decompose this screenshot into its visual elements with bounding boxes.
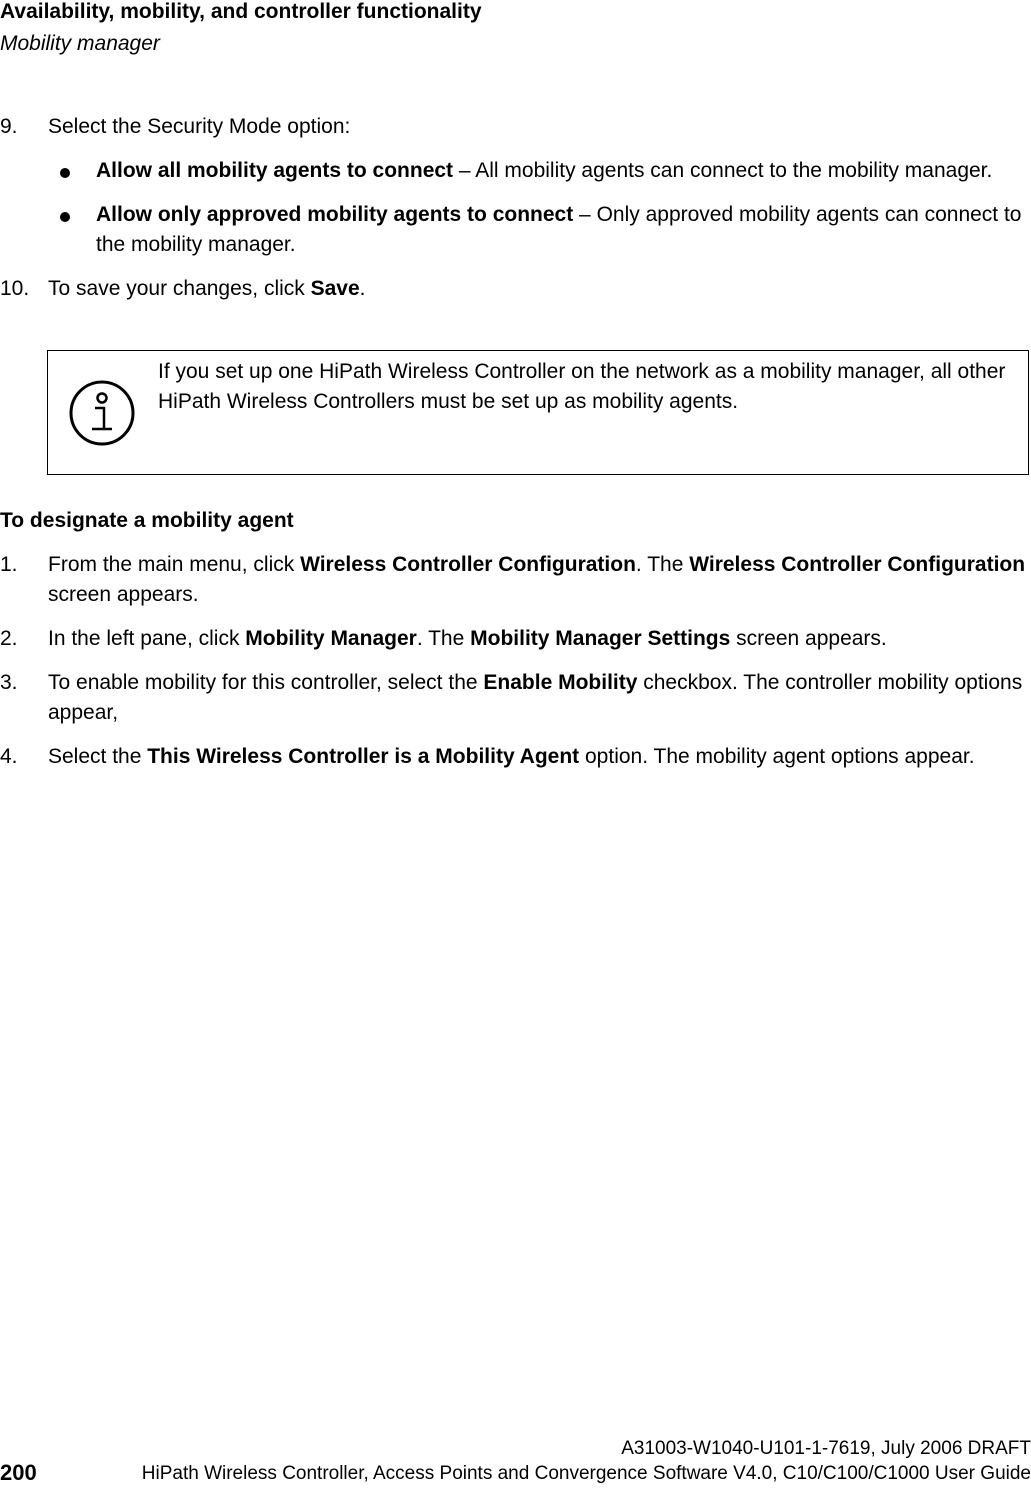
info-icon [68, 379, 136, 447]
step-text [48, 624, 1031, 654]
step-number: 1. [0, 553, 18, 576]
text-run: option. The mobility agent options appear. [579, 745, 975, 768]
step-text [48, 274, 1031, 304]
step-10 [0, 274, 1031, 304]
step-text: Select the Security Mode option: [48, 115, 351, 138]
bullet-text [96, 200, 1031, 260]
document-id: A31003-W1040-U101-1-7619, July 2006 DRAFT [621, 1438, 1031, 1459]
step-number: 10. [0, 277, 30, 300]
step-number: 2. [0, 627, 18, 650]
bullet-rest: – Only approved mobility agents can connect to the mobility manager. [96, 203, 1022, 256]
bold-run: Mobility Manager Settings [470, 627, 731, 650]
chapter-title: Availability, mobility, and controller functionality [0, 0, 482, 23]
bullet-item [48, 200, 1031, 260]
step-number: 3. [0, 671, 18, 694]
step-text-suffix: . [359, 277, 366, 300]
text-run: Select the [48, 745, 148, 768]
agent-section [0, 506, 1031, 786]
bold-run: Enable Mobility [483, 671, 638, 694]
note-text: If you set up one HiPath Wireless Controller on the network as a mobility manager, all other HiPath Wireless Controllers must be set up as mobility agents. [158, 360, 1006, 413]
text-run: In the left pane, click [48, 627, 246, 650]
note-box [47, 350, 1029, 475]
save-label: Save [310, 277, 360, 300]
bold-run: Wireless Controller Configuration [300, 553, 636, 576]
bullet-icon [60, 168, 70, 178]
bold-run: Mobility Manager [245, 627, 417, 650]
bullet-bold: Allow all mobility agents to connect [96, 159, 454, 182]
bullet-icon [60, 212, 70, 222]
step-text [48, 668, 1031, 728]
bullet-bold: Allow only approved mobility agents to connect [96, 203, 574, 226]
bold-run: This Wireless Controller is a Mobility Agent [147, 745, 580, 768]
bullet-text [96, 156, 1031, 186]
footer-line [0, 1461, 1031, 1487]
page-footer [0, 1437, 1031, 1487]
text-run: . The [635, 553, 690, 576]
text-run: screen appears. [48, 583, 199, 606]
step-3 [0, 668, 1031, 728]
step-text [48, 550, 1031, 610]
text-run: screen appears. [730, 627, 887, 650]
bold-run: Wireless Controller Configuration [689, 553, 1026, 576]
step-2 [0, 624, 1031, 654]
page-number: 200 [0, 1460, 37, 1485]
steps-part1 [0, 112, 1031, 318]
step-text-prefix: To save your changes, click [48, 277, 311, 300]
text-run: checkbox. The controller mobility options appear, [48, 671, 1023, 724]
step-number: 9. [0, 115, 18, 138]
step-1 [0, 550, 1031, 610]
step-4 [0, 742, 1031, 772]
page-header [0, 0, 1031, 56]
bullet-item [48, 156, 1031, 186]
guide-title: HiPath Wireless Controller, Access Points and Convergence Software V4.0, C10/C100/C1000 User Guide [141, 1463, 1031, 1484]
text-run: To enable mobility for this controller, select the [48, 671, 484, 694]
step-9 [0, 112, 1031, 142]
text-run: From the main menu, click [48, 553, 301, 576]
text-run: . The [416, 627, 471, 650]
step-text [48, 742, 1031, 772]
step-number: 4. [0, 745, 18, 768]
section-title: Mobility manager [0, 32, 160, 55]
bullet-rest: – All mobility agents can connect to the mobility manager. [453, 159, 993, 182]
section-heading: To designate a mobility agent [0, 509, 294, 532]
